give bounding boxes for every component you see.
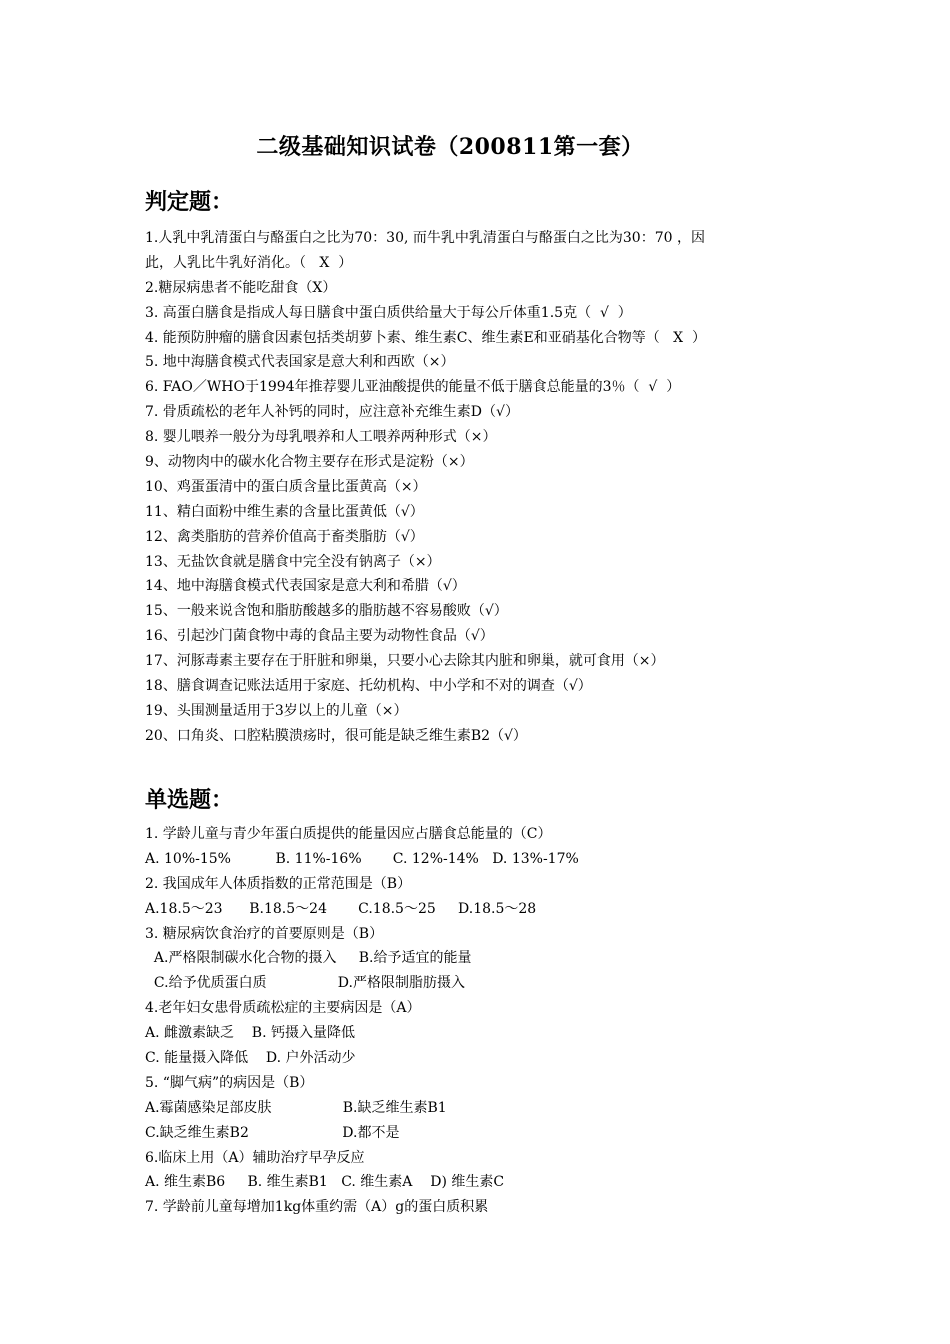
single-choice-question-list [145,822,815,1220]
question-line: 5. 地中海膳食模式代表国家是意大利和西欧（×） [145,354,455,371]
option-line: A.18.5～23 B.18.5～24 C.18.5～25 D.18.5～28 [145,900,537,917]
option-line: A. 10%-15% B. 11%-16% C. 12%-14% D. 13%-17% [145,850,579,867]
option-line: A. 雌激素缺乏 B. 钙摄入量降低 [145,1025,355,1042]
question-line: 10、鸡蛋蛋清中的蛋白质含量比蛋黄高（×） [145,478,427,495]
question-line: 14、地中海膳食模式代表国家是意大利和希腊（√） [145,578,466,595]
question-line: 16、引起沙门菌食物中毒的食品主要为动物性食品（√） [145,628,494,645]
question-line: 13、无盐饮食就是膳食中完全没有钠离子（×） [145,553,441,570]
page-title: 二级基础知识试卷（200811第一套） [256,134,644,160]
question-line: 1. 学龄儿童与青少年蛋白质提供的能量因应占膳食总能量的（C） [145,826,552,842]
question-line: 1.人乳中乳清蛋白与酪蛋白之比为70：30, 而牛乳中乳清蛋白与酪蛋白之比为30：70 ，因 [145,230,705,246]
question-line: 20、口角炎、口腔粘膜溃疡时，很可能是缺乏维生素B2（√） [145,727,527,744]
question-line: 6.临床上用（A）辅助治疗早孕反应 [145,1149,365,1166]
question-line: 12、禽类脂肪的营养价值高于畜类脂肪（√） [145,528,424,545]
question-line: 18、膳食调查记账法适用于家庭、托幼机构、中小学和不对的调查（√） [145,678,592,695]
question-line: 7. 学龄前儿童每增加1kg体重约需（A）g的蛋白质积累 [145,1199,489,1216]
question-line: 4. 能预防肿瘤的膳食因素包括类胡萝卜素、维生素C、维生素E和亚硝基化合物等（ X ） [145,329,706,346]
question-line: 17、河豚毒素主要存在于肝脏和卵巢，只要小心去除其内脏和卵巢，就可食用（×） [145,653,665,670]
question-line: 3. 糖尿病饮食治疗的首要原则是（B） [145,925,384,942]
question-line: 2.糖尿病患者不能吃甜食（X） [145,279,337,296]
question-line: 9、动物肉中的碳水化合物主要存在形式是淀粉（×） [145,454,474,471]
question-line: 8. 婴儿喂养一般分为母乳喂养和人工喂养两种形式（×） [145,429,497,446]
question-line: 7. 骨质疏松的老年人补钙的同时，应注意补充维生素D（√） [145,404,519,421]
option-line: C.给予优质蛋白质 D.严格限制脂肪摄入 [145,975,465,992]
option-line: A.严格限制碳水化合物的摄入 B.给予适宜的能量 [145,950,472,967]
question-line: 4.老年妇女患骨质疏松症的主要病因是（A） [145,1000,421,1017]
option-line: A.霉菌感染足部皮肤 B.缺乏维生素B1 [145,1099,447,1116]
question-line: 11、精白面粉中维生素的含量比蛋黄低（√） [145,503,424,520]
question-line: 6. FAO／WHO于1994年推荐婴儿亚油酸提供的能量不低于膳食总能量的3％（ √ ） [145,379,681,396]
option-line: A. 维生素B6 B. 维生素B1 C. 维生素A D) 维生素C [145,1174,505,1191]
section-heading-single-choice: 单选题： [145,788,234,813]
question-line: 3. 高蛋白膳食是指成人每日膳食中蛋白质供给量大于每公斤体重1.5克（ √ ） [145,304,632,321]
question-line: 2. 我国成年人体质指数的正常范围是（B） [145,875,412,892]
option-line: C.缺乏维生素B2 D.都不是 [145,1124,400,1141]
judgment-question-list [145,226,815,749]
question-line: 19、头围测量适用于3岁以上的儿童（×） [145,702,408,719]
option-line: C. 能量摄入降低 D. 户外活动少 [145,1050,356,1067]
question-line: 此，人乳比牛乳好消化。（ X ） [145,254,353,271]
section-heading-judgment: 判定题： [145,190,234,215]
question-line: 5. “脚气病”的病因是（B） [145,1074,314,1091]
question-line: 15、一般来说含饱和脂肪酸越多的脂肪越不容易酸败（√） [145,603,508,620]
